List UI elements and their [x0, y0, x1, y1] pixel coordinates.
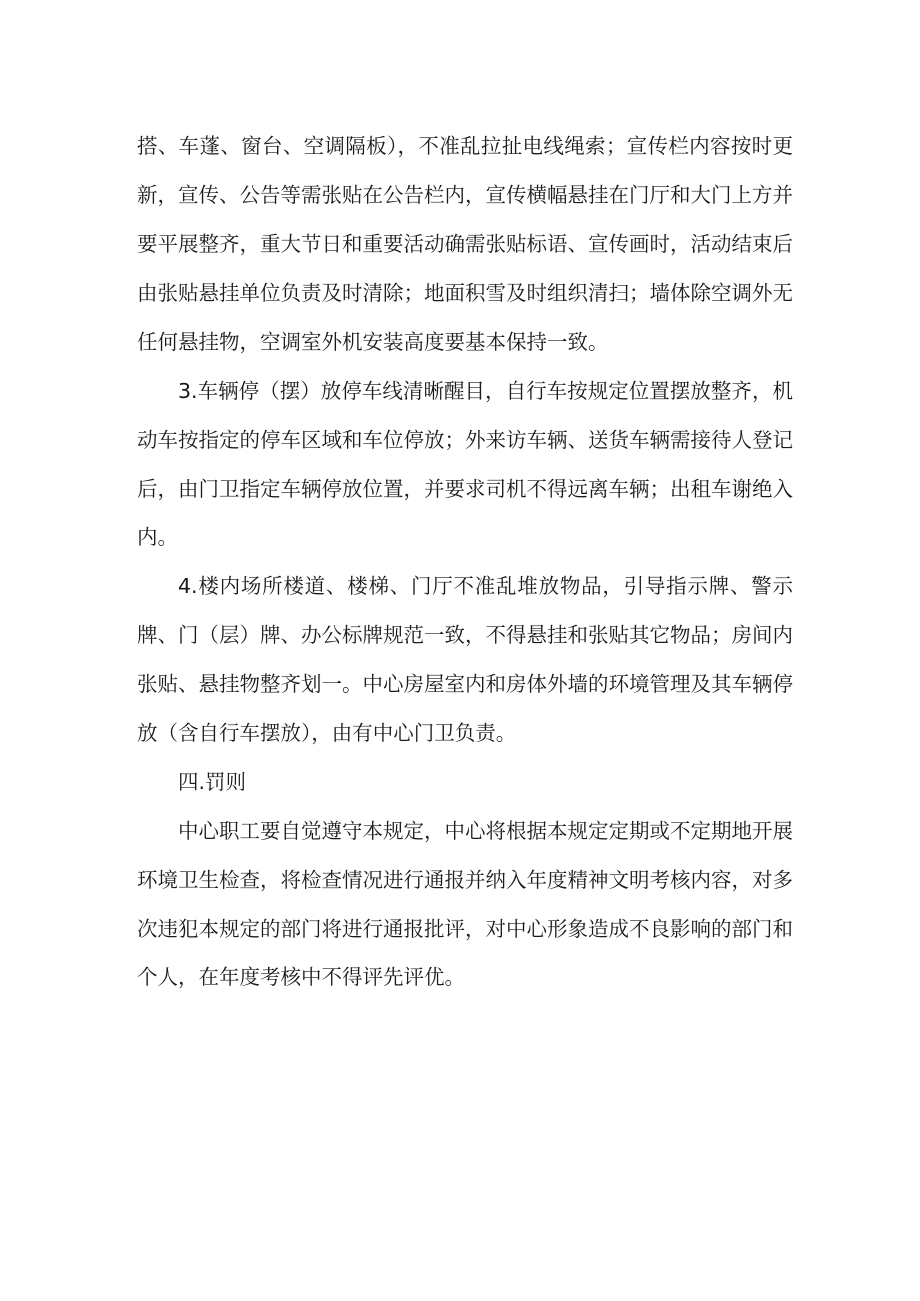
text-line: 环境卫生检查，将检查情况进行通报并纳入年度精神文明考核内容，对多 — [137, 868, 793, 892]
text-line: 次违犯本规定的部门将进行通报批评，对中心形象造成不良影响的部门和 — [137, 917, 793, 941]
text-line: 动车按指定的停车区域和车位停放；外来访车辆、送货车辆需接待人登记 — [137, 428, 793, 452]
text-line: 由张贴悬挂单位负责及时清除；地面积雪及时组织清扫；墙体除空调外无 — [137, 281, 793, 305]
text-line: 要平展整齐，重大节日和重要活动确需张贴标语、宣传画时，活动结束后 — [137, 232, 793, 256]
text-line: 中心职工要自觉遵守本规定，中心将根据本规定定期或不定期地开展 — [178, 819, 793, 843]
text-line: 后，由门卫指定车辆停放位置，并要求司机不得远离车辆；出租车谢绝入 — [137, 477, 793, 501]
text-line: 搭、车蓬、窗台、空调隔板），不准乱拉扯电线绳索；宣传栏内容按时更 — [137, 134, 793, 158]
text-line: 新，宣传、公告等需张贴在公告栏内，宣传横幅悬挂在门厅和大门上方并 — [137, 183, 793, 207]
text-line: 任何悬挂物，空调室外机安装高度要基本保持一致。 — [137, 330, 609, 354]
text-line: 内。 — [137, 525, 178, 549]
text-line: 个人，在年度考核中不得评先评优。 — [137, 965, 465, 989]
text-line: 放（含自行车摆放），由有中心门卫负责。 — [137, 721, 517, 745]
section-heading: 四.罚则 — [178, 770, 247, 794]
text-line: 牌、门（层）牌、办公标牌规范一致，不得悬挂和张贴其它物品；房间内 — [137, 623, 793, 647]
text-line: 张贴、悬挂物整齐划一。中心房屋室内和房体外墙的环境管理及其车辆停 — [137, 672, 793, 696]
list-item-3-line: 3.车辆停（摆）放停车线清晰醒目，自行车按规定位置摆放整齐，机 — [178, 379, 793, 403]
list-item-4-line: 4.楼内场所楼道、楼梯、门厅不准乱堆放物品，引导指示牌、警示 — [178, 574, 793, 598]
